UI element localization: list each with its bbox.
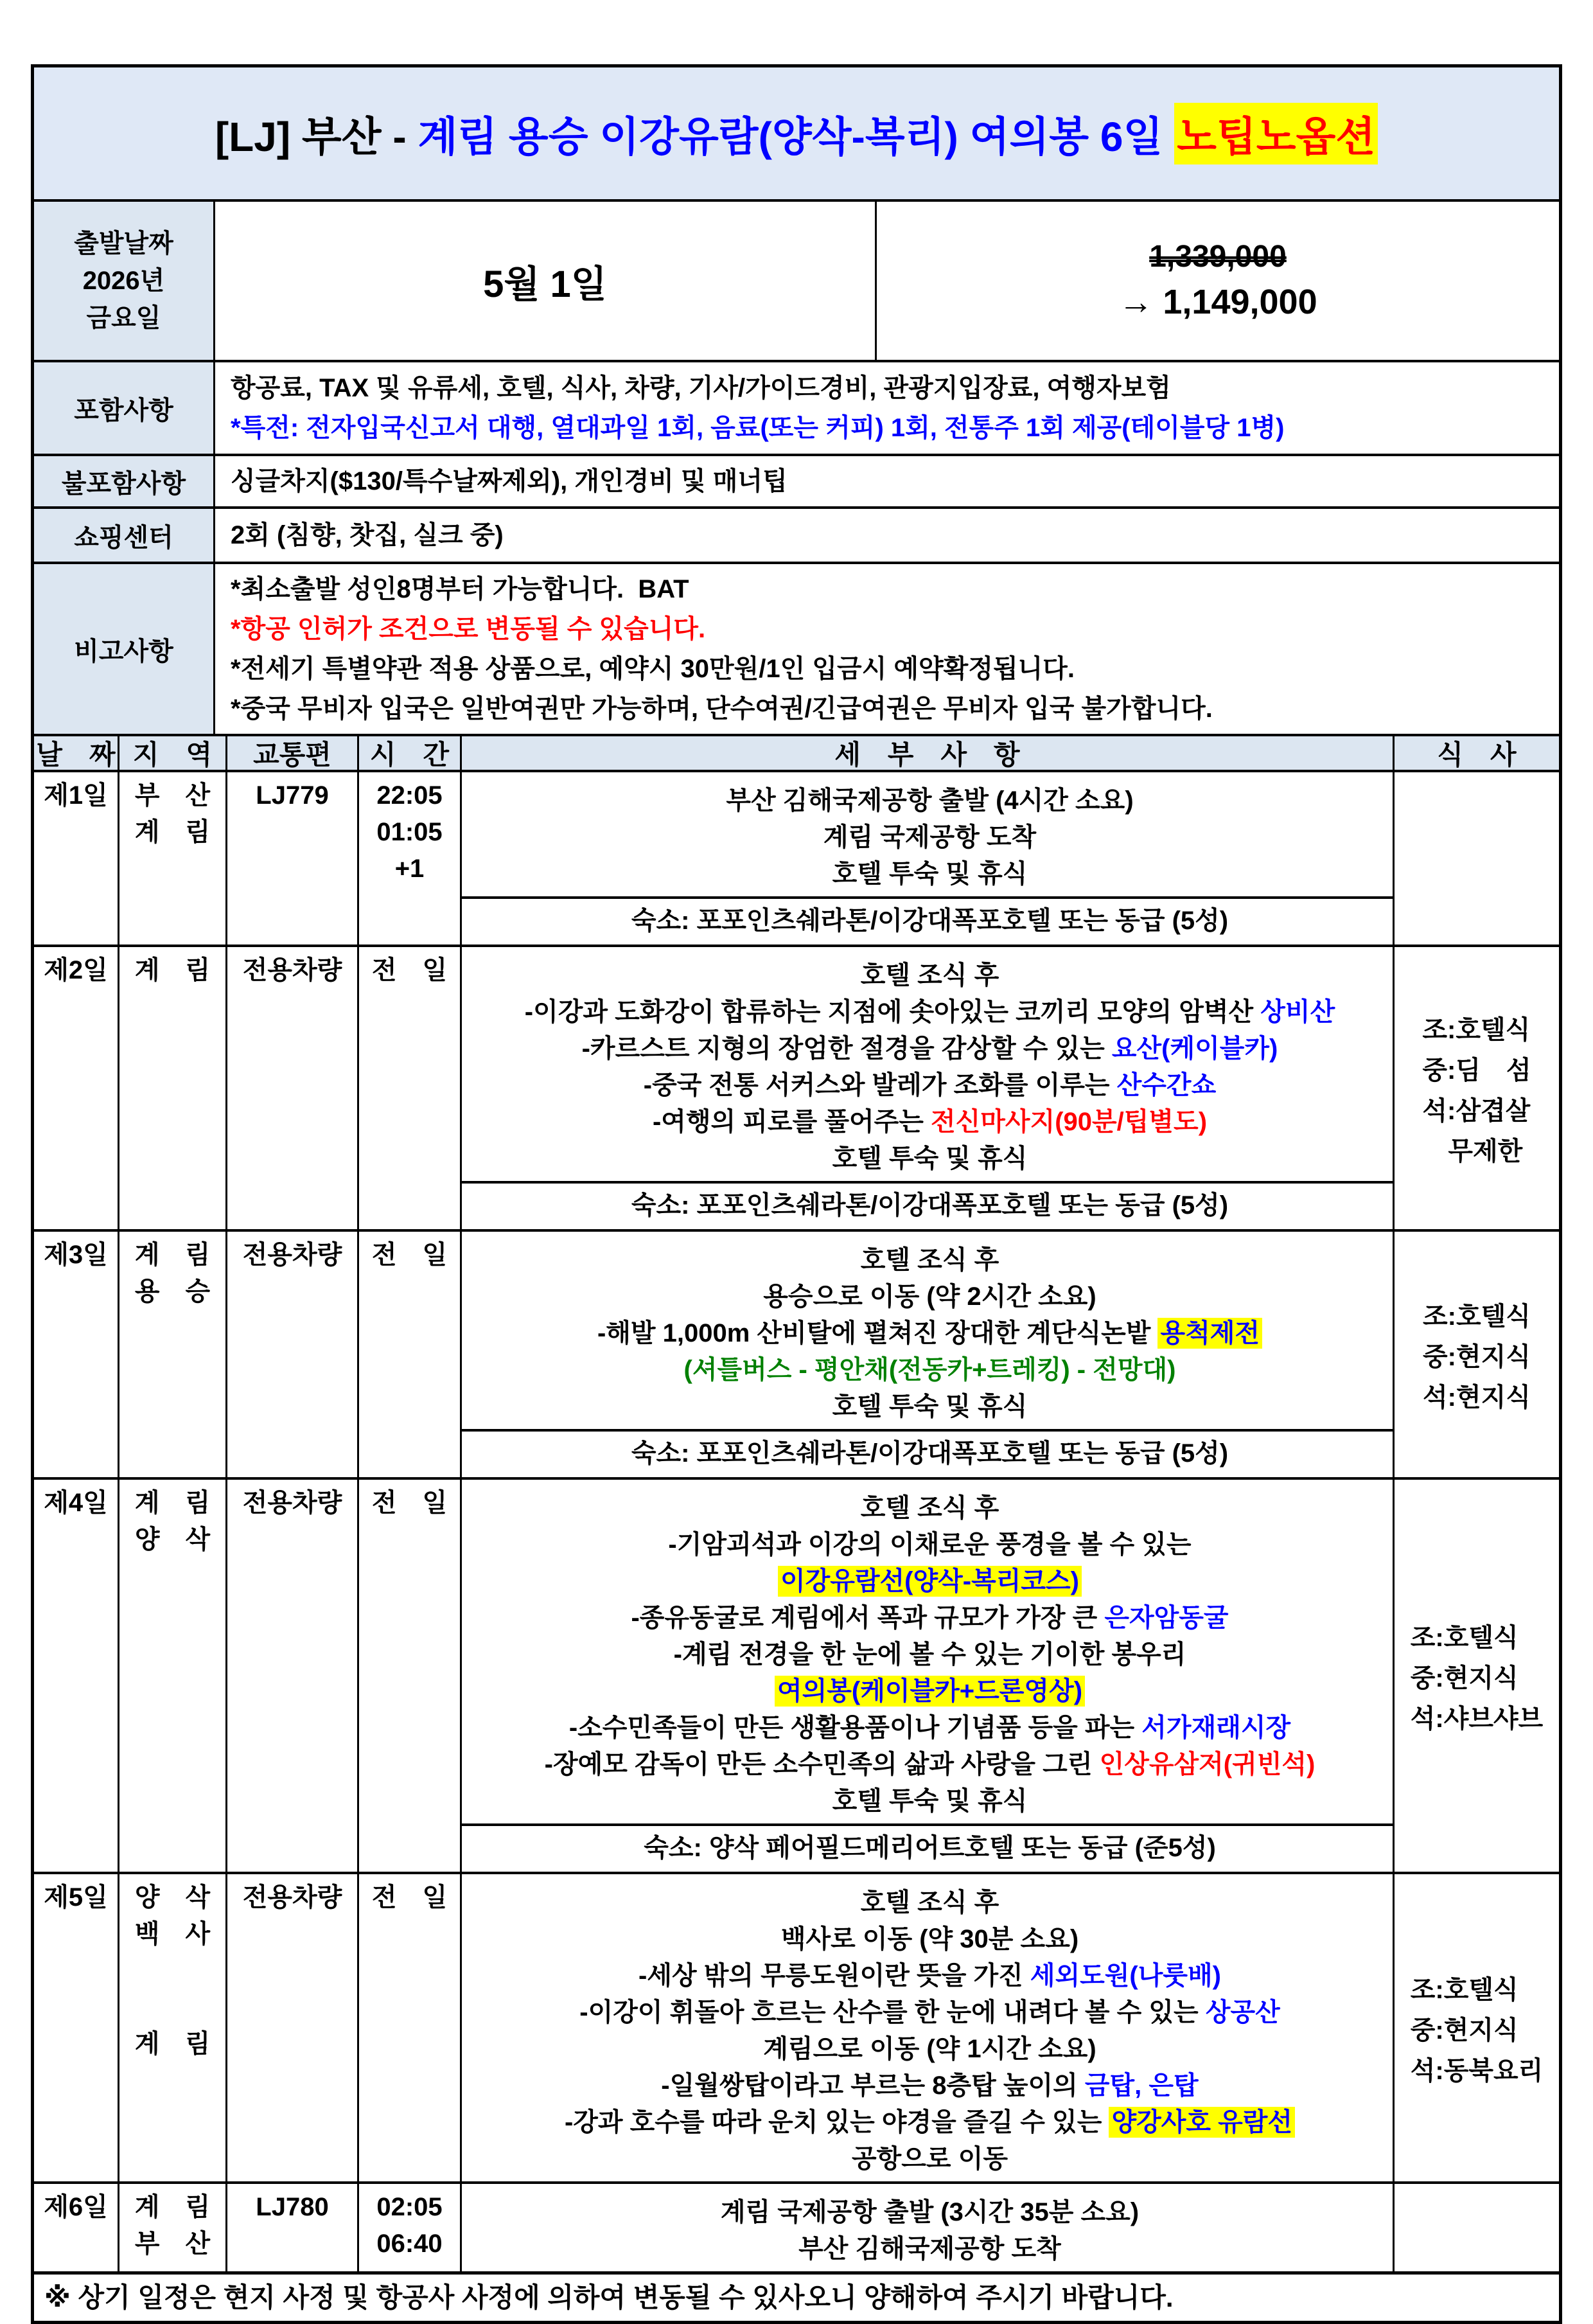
detail-line	[476, 1315, 1384, 1352]
meal-line: 석:동북요리	[1410, 2056, 1544, 2085]
detail-line	[476, 783, 1384, 819]
section-line	[231, 609, 1553, 649]
text-segment: [LJ] 부산 -	[215, 113, 418, 160]
price-cell	[877, 202, 1559, 360]
region-line: 계 림	[134, 1241, 211, 1269]
time-line: 전 일	[371, 1241, 448, 1269]
meal-block	[1423, 1297, 1531, 1418]
detail-line	[476, 1527, 1384, 1563]
section-line	[231, 368, 1553, 408]
day-cell: 제2일	[34, 947, 119, 1229]
text-segment: -이강과 도화강이 합류하는 지점에 솟아있는 코끼리 모양의 암벽산	[524, 998, 1261, 1026]
detail-line	[476, 1104, 1384, 1140]
detail-lines	[462, 1237, 1393, 1429]
hotel-line: 숙소: 양삭 페어필드메리어트호텔 또는 동급 (준5성)	[462, 1823, 1393, 1872]
text-segment: 2회 (침향, 찻집, 실크 중)	[231, 521, 504, 549]
text-segment: *전세기 특별약관 적용 상품으로, 예약시 30만원/1인 입금시 예약확정됩니다.	[231, 655, 1075, 683]
section-value	[215, 564, 1559, 734]
detail-line	[476, 1921, 1384, 1958]
meal-line: 조:호텔식	[1410, 1623, 1518, 1652]
time-cell	[359, 2184, 462, 2271]
meal-block	[1411, 1618, 1544, 1739]
region-cell	[119, 1480, 227, 1872]
meal-line: 중:현지식	[1410, 2016, 1518, 2045]
detail-line	[476, 1490, 1384, 1527]
section-line	[231, 689, 1553, 729]
text-segment: -계림 전경을 한 눈에 볼 수 있는 기이한 봉우리	[673, 1640, 1186, 1669]
time-cell	[359, 772, 462, 945]
departure-year: 2026년	[82, 267, 165, 295]
header-details: 세 부 사 항	[462, 736, 1395, 770]
meal-cell	[1395, 1232, 1559, 1477]
text-segment: 인상유삼저(귀빈석)	[1099, 1750, 1316, 1778]
detail-line	[476, 1067, 1384, 1104]
detail-line	[476, 994, 1384, 1031]
meal-line: 석:현지식	[1423, 1383, 1531, 1412]
hotel-line: 숙소: 포포인츠쉐라톤/이강대폭포호텔 또는 동급 (5성)	[462, 1181, 1393, 1229]
text-segment: *항공 인허가 조건으로 변동될 수 있습니다.	[231, 615, 706, 643]
region-line: 백 사	[134, 1920, 211, 1948]
text-segment: -세상 밖의 무릉도원이란 뜻을 가진	[638, 1962, 1030, 1990]
details-cell	[462, 947, 1395, 1229]
text-segment: 호텔 투숙 및 휴식	[832, 860, 1028, 888]
text-segment: -중국 전통 서커스와 발레가 조화를 이루는	[643, 1071, 1117, 1099]
detail-lines	[462, 777, 1393, 896]
time-cell	[359, 1874, 462, 2181]
day-cell: 제1일	[34, 772, 119, 945]
text-segment: -강과 호수를 따라 운치 있는 야경을 즐길 수 있는	[564, 2108, 1109, 2136]
section-line	[231, 408, 1553, 448]
detail-line	[476, 2141, 1384, 2178]
region-cell	[119, 1232, 227, 1477]
detail-line	[476, 819, 1384, 856]
region-line: 계 림	[134, 1489, 211, 1517]
text-segment: 계림 용승 이강유람(양삭-복리) 여의봉 6일	[418, 113, 1175, 160]
section-row	[34, 562, 1559, 734]
discounted-price: → 1,149,000	[1118, 283, 1317, 321]
day-cell: 제5일	[34, 1874, 119, 2181]
transport-cell: 전용차량	[227, 1232, 359, 1477]
section-line	[231, 569, 1553, 609]
header-transport: 교통편	[227, 736, 359, 770]
text-segment: 싱글차지($130/특수날짜제외), 개인경비 및 매너팁	[231, 467, 788, 495]
itinerary-day-row	[34, 1229, 1559, 1477]
meal-cell	[1395, 1480, 1559, 1872]
text-segment: -기암괴석과 이강의 이채로운 풍경을 볼 수 있는	[668, 1530, 1192, 1559]
text-segment: -해발 1,000m 산비탈에 펼쳐진 장대한 계단식논밭	[597, 1319, 1158, 1347]
time-line: 01:05	[376, 818, 443, 846]
section-label: 비고사항	[34, 564, 215, 734]
region-line: 양 삭	[134, 1883, 211, 1912]
text-segment: 부산 김해국제공항 출발 (4시간 소요)	[726, 786, 1134, 815]
meal-line: 중:현지식	[1410, 1663, 1518, 1692]
itinerary-day-row	[34, 945, 1559, 1229]
text-segment: -종유동굴로 계림에서 폭과 규모가 가장 큰	[631, 1604, 1105, 1632]
time-line: +1	[394, 855, 425, 883]
time-line: 02:05	[376, 2193, 443, 2221]
detail-line	[476, 1242, 1384, 1279]
day-cell: 제3일	[34, 1232, 119, 1477]
text-segment: 항공료, TAX 및 유류세, 호텔, 식사, 차량, 기사/가이드경비, 관광지입장료, 여행자보험	[231, 374, 1171, 402]
text-segment: 계림 국제공항 출발 (3시간 35분 소요)	[720, 2198, 1140, 2226]
text-segment: 계림으로 이동 (약 1시간 소요)	[763, 2035, 1096, 2063]
text-segment: 계림 국제공항 도착	[823, 823, 1037, 851]
detail-line	[476, 1783, 1384, 1820]
text-segment: -소수민족들이 만든 생활용품이나 기념품 등을 파는	[568, 1714, 1142, 1742]
meal-line: 석:삼겹살	[1422, 1096, 1531, 1125]
time-line: 06:40	[376, 2230, 443, 2258]
region-line: 계 림	[134, 2030, 211, 2058]
text-segment: 호텔 투숙 및 휴식	[832, 1144, 1028, 1173]
info-sections	[34, 360, 1559, 734]
text-segment: (셔틀버스 - 평안채(전동카+트레킹) - 전망대)	[683, 1356, 1176, 1384]
details-cell	[462, 772, 1395, 945]
hotel-line: 숙소: 포포인츠쉐라톤/이강대폭포호텔 또는 동급 (5성)	[462, 896, 1393, 945]
text-segment: 금탑, 은탑	[1084, 2071, 1199, 2100]
header-region: 지 역	[119, 736, 227, 770]
region-cell	[119, 772, 227, 945]
region-line	[119, 1953, 225, 1989]
region-line: 계 림	[134, 956, 211, 984]
time-cell	[359, 947, 462, 1229]
region-cell	[119, 947, 227, 1229]
meal-line: 중:딤 섬	[1422, 1056, 1531, 1085]
itinerary-header-row	[34, 734, 1559, 770]
detail-line	[476, 1885, 1384, 1921]
text-segment: 은자암동굴	[1104, 1604, 1229, 1632]
highlighted-text: 양강사호 유람선	[1109, 2107, 1295, 2138]
detail-lines	[462, 1485, 1393, 1823]
text-segment: 호텔 투숙 및 휴식	[832, 1392, 1028, 1421]
time-line: 전 일	[371, 956, 448, 984]
departure-date-label	[34, 202, 215, 360]
section-row	[34, 506, 1559, 562]
departure-price-row	[34, 199, 1559, 360]
text-segment: -이강이 휘돌아 흐르는 산수를 한 눈에 내려다 볼 수 있는	[579, 1998, 1206, 2027]
transport-cell: LJ780	[227, 2184, 359, 2271]
meal-cell	[1395, 947, 1559, 1229]
detail-line	[476, 1279, 1384, 1315]
meal-cell	[1395, 2184, 1559, 2271]
region-cell	[119, 2184, 227, 2271]
header-date: 날 짜	[34, 736, 119, 770]
text-segment: 호텔 투숙 및 휴식	[832, 1787, 1028, 1815]
time-line: 전 일	[371, 1489, 448, 1517]
meal-line: 조:호텔식	[1410, 1975, 1518, 2004]
text-segment: 호텔 조식 후	[860, 1246, 999, 1274]
text-segment: 서가재래시장	[1141, 1714, 1291, 1742]
meal-block	[1411, 1970, 1544, 2091]
text-segment: -장예모 감독이 만든 소수민족의 삶과 사랑을 그린	[544, 1750, 1100, 1778]
detail-line	[476, 856, 1384, 892]
meal-line: 석:샤브샤브	[1410, 1704, 1544, 1733]
section-label: 포함사항	[34, 362, 215, 454]
region-line: 부 산	[134, 2230, 211, 2258]
meal-cell	[1395, 1874, 1559, 2181]
text-segment: 호텔 조식 후	[860, 1888, 999, 1917]
detail-line	[476, 1994, 1384, 2031]
itinerary-day-row	[34, 1477, 1559, 1872]
section-label: 불포함사항	[34, 456, 215, 506]
region-cell	[119, 1874, 227, 2181]
text-segment: *특전: 전자입국신고서 대행, 열대과일 1회, 음료(또는 커피) 1회, 전통주 1회 제공(테이블당 1병)	[231, 414, 1285, 442]
day-cell: 제6일	[34, 2184, 119, 2271]
detail-line	[476, 2104, 1384, 2141]
detail-line	[476, 2194, 1384, 2231]
detail-line	[476, 1710, 1384, 1746]
text-segment: 세외도원(나룻배)	[1030, 1962, 1221, 1990]
section-line	[231, 515, 1553, 555]
text-segment: -일월쌍탑이라고 부르는 8층탑 높이의	[661, 2071, 1085, 2100]
text-segment: 백사로 이동 (약 30분 소요)	[780, 1925, 1079, 1953]
page-title	[34, 67, 1559, 199]
detail-line	[476, 1352, 1384, 1388]
text-segment: 상공산	[1205, 1998, 1280, 2027]
detail-line	[476, 1600, 1384, 1637]
region-line: 부 산	[134, 781, 211, 810]
meal-line: 조:호텔식	[1422, 1015, 1531, 1044]
departure-label-line: 출발날짜	[74, 229, 173, 258]
text-segment: 공항으로 이동	[852, 2145, 1008, 2173]
highlighted-text: 노팁노옵션	[1174, 103, 1378, 164]
section-row	[34, 360, 1559, 454]
detail-lines	[462, 2189, 1393, 2271]
text-segment: 전신마사지(90분/팁별도)	[931, 1108, 1208, 1136]
text-segment: -카르스트 지형의 장엄한 절경을 감상할 수 있는	[581, 1034, 1112, 1063]
transport-cell: LJ779	[227, 772, 359, 945]
departure-date-value	[215, 202, 877, 360]
text-segment: *중국 무비자 입국은 일반여권만 가능하며, 단수여권/긴급여권은 무비자 입국 불가합니다.	[231, 695, 1213, 723]
detail-line	[476, 1388, 1384, 1425]
text-segment: 산수간쇼	[1116, 1071, 1217, 1099]
header-meals: 식 사	[1437, 740, 1517, 770]
highlighted-text: 여의봉(케이블카+드론영상)	[775, 1676, 1085, 1707]
detail-line	[476, 2231, 1384, 2267]
region-line	[119, 1989, 225, 2026]
detail-line	[476, 1958, 1384, 1994]
detail-line	[476, 957, 1384, 994]
departure-weekday: 금요일	[86, 304, 161, 332]
header-time: 시 간	[359, 736, 462, 770]
region-line: 양 삭	[134, 1525, 211, 1554]
detail-line	[476, 2031, 1384, 2068]
time-line: 전 일	[371, 1883, 448, 1912]
meal-cell	[1395, 772, 1559, 945]
detail-line	[476, 1563, 1384, 1600]
footer-note: ※ 상기 일정은 현지 사정 및 항공사 사정에 의하여 변동될 수 있사오니 양해하여 주시기 바랍니다.	[34, 2271, 1559, 2321]
time-cell	[359, 1232, 462, 1477]
detail-line	[476, 1140, 1384, 1177]
section-row	[34, 454, 1559, 506]
section-line	[231, 461, 1553, 501]
section-value	[215, 456, 1559, 506]
detail-lines	[462, 952, 1393, 1181]
text-segment: 호텔 조식 후	[860, 1494, 999, 1522]
meal-line: 조:호텔식	[1423, 1302, 1531, 1331]
detail-line	[476, 1637, 1384, 1673]
detail-line	[476, 1746, 1384, 1783]
text-segment: 용승으로 이동 (약 2시간 소요)	[763, 1282, 1096, 1311]
text-segment: 호텔 조식 후	[860, 961, 999, 989]
meal-line: 중:현지식	[1423, 1342, 1531, 1371]
section-line	[231, 649, 1553, 689]
section-value	[215, 362, 1559, 454]
original-price: 1,339,000	[1149, 240, 1287, 274]
meal-block	[1422, 1010, 1531, 1172]
text-segment: 부산 김해국제공항 도착	[798, 2235, 1061, 2263]
section-value	[215, 509, 1559, 562]
meal-line: 무제한	[1422, 1137, 1523, 1166]
region-line: 계 림	[134, 818, 211, 846]
details-cell	[462, 1480, 1395, 1872]
day-cell: 제4일	[34, 1480, 119, 1872]
detail-line	[476, 1673, 1384, 1710]
transport-cell: 전용차량	[227, 1480, 359, 1872]
departure-date-text: 5월 1일	[483, 263, 607, 305]
text-segment: 상비산	[1260, 998, 1335, 1026]
transport-cell: 전용차량	[227, 947, 359, 1229]
section-label: 쇼핑센터	[34, 509, 215, 562]
detail-line	[476, 2068, 1384, 2104]
transport-cell: 전용차량	[227, 1874, 359, 2181]
detail-lines	[462, 1879, 1393, 2181]
region-line: 용 승	[134, 1277, 211, 1306]
details-cell	[462, 1232, 1395, 1477]
hotel-line: 숙소: 포포인츠쉐라톤/이강대폭포호텔 또는 동급 (5성)	[462, 1429, 1393, 1477]
itinerary-day-row	[34, 2181, 1559, 2271]
details-cell	[462, 1874, 1395, 2181]
itinerary-day-row	[34, 770, 1559, 945]
highlighted-text: 이강유람선(양삭-복리코스)	[778, 1566, 1082, 1597]
text-segment: 요산(케이블카)	[1111, 1034, 1278, 1063]
text-segment: -여행의 피로를 풀어주는	[652, 1108, 931, 1136]
text-segment: *최소출발 성인8명부터 가능합니다. BAT	[231, 575, 689, 603]
itinerary-days	[34, 770, 1559, 2271]
highlighted-text: 용척제전	[1157, 1318, 1262, 1349]
detail-line	[476, 1031, 1384, 1067]
time-line: 22:05	[376, 781, 443, 810]
details-cell	[462, 2184, 1395, 2271]
tour-itinerary-document	[31, 64, 1562, 2324]
itinerary-day-row	[34, 1872, 1559, 2181]
time-cell	[359, 1480, 462, 1872]
region-line: 계 림	[134, 2193, 211, 2221]
